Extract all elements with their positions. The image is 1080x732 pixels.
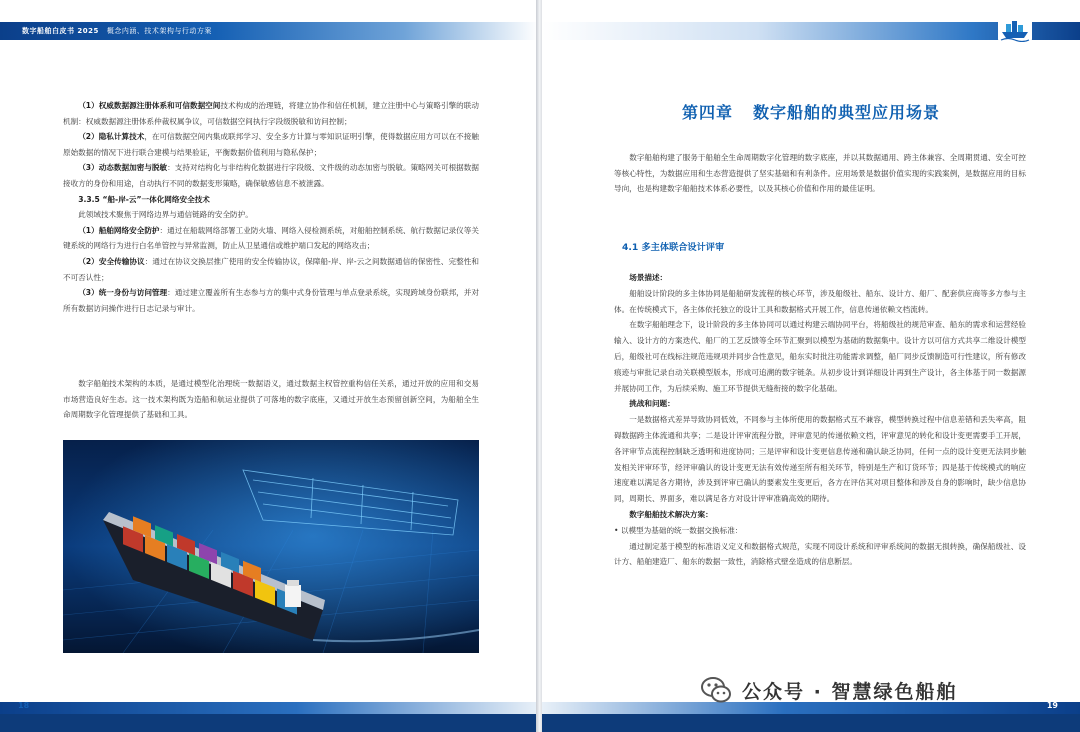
item-text: ：支持对结构化与非结构化数据进行字段级、文件级的动态加密与脱敏。策略网关可根据数据接收方的身份和用途，自动执行不同的数据变形策略，确保敏感信息不被泄露。	[63, 163, 479, 188]
chapter-title	[542, 100, 1080, 123]
watermark-text: 公众号 · 智慧绿色船舶	[742, 680, 958, 703]
scene-heading: 场景描述：	[629, 273, 668, 282]
book-title: 数字船舶白皮书 2025	[22, 27, 99, 35]
solution-bullet: • 以模型为基础的统一数据交换标准：	[614, 525, 743, 535]
chapter-intro-block	[614, 150, 1026, 197]
list-item	[63, 223, 479, 254]
item-label: （2）安全传输协议	[78, 256, 145, 266]
header-band	[0, 22, 538, 40]
summary-paragraph: 数字船舶技术架构的本质，是通过模型化治理统一数据语义，通过数据主权管控重构信任关系，通过开放的应用和交易市场营造良好生态。这一技术架构既为造船和航运业提供了可落地的数字底座，又通过开放生态预留创新空间，为船舶全生命周期数字化管理提供了基础和工具。	[63, 379, 479, 420]
scene-paragraph-2: 在数字船舶理念下，设计阶段的多主体协同可以通过构建云端协同平台，将船级社的规范审查、船东的需求和运营经验输入、设计方的方案迭代、船厂的工艺反馈等全环节汇聚到以模型为基础的数据集中。设计方以可信方式共享二维设计模型后，船级社可在线标注规范违规项并同步合性意见，船东实时批注功能需求调整，船厂同步反馈制造可行性建议，所有修改痕迹与审批记录自动关联模型版本，形成可追溯的数字链条。从初步设计到详细设计再到生产设计，各主体基于同一数据源并展协同工作，为后续采购、施工环节提供无缝衔接的数字化基础。	[614, 320, 1026, 393]
bottom-strip-right	[542, 714, 1080, 732]
item-label: （3）统一身份与访问管理	[78, 288, 168, 298]
wechat-icon	[700, 674, 732, 706]
left-text-block	[63, 98, 479, 316]
footer-band	[0, 702, 538, 714]
list-item	[63, 129, 479, 160]
summary-block	[63, 376, 479, 423]
scene-paragraph-1: 船舶设计阶段的多主体协同是船舶研发流程的核心环节，涉及船级社、船东、设计方、船厂、配套供应商等多方参与主体。在传统模式下，各主体依托独立的设计工具和数据格式开展工作，信息传递依赖文档流转。	[614, 288, 1026, 314]
ship-logo-icon	[998, 14, 1032, 42]
section-subtitle: 概念内涵、技术架构与行动方案	[106, 27, 212, 35]
challenge-heading: 挑战和问题：	[629, 399, 675, 409]
chapter-name: 数字船舶的典型应用场景	[753, 103, 941, 122]
item-label: （3）动态数据加密与脱敏	[78, 163, 168, 173]
page-number-left: 18	[18, 701, 30, 710]
watermark	[700, 670, 957, 710]
left-page	[0, 0, 538, 732]
item-label: （2）隐私计算技术	[78, 132, 145, 142]
item-text: 技术构成的治理链，将建立协作和信任机制，建立注册中心与策略引擎的联动机制：权威数据源注册体系仲裁权属争议，可信数据空间执行字段级脱敏和访问控制；	[63, 101, 479, 126]
chapter-intro: 数字船舶构建了服务于船舶全生命周期数字化管理的数字底座，并以其数据通用、跨主体兼容、全周期贯通、安全可控等核心特性，为数据应用和生态营造提供了坚实基础和有利条件。应用场景是数据价值实现的实践案例，是数据应用的目标导向，也是构建数字船舶技术体系必要性，以及其核心价值和作用的最佳证明。	[614, 153, 1026, 194]
subsection-intro: 此领域技术聚焦于网络边界与通信链路的安全防护。	[78, 210, 253, 220]
chapter-label: 第四章	[681, 103, 733, 122]
solution-heading: 数字船舶技术解决方案：	[629, 509, 713, 519]
container-ship-image	[63, 440, 479, 653]
list-item	[63, 254, 479, 285]
challenge-paragraph: 一是数据格式差异导致协同低效，不同参与主体所使用的数据格式互不兼容，模型转换过程中信息差错和丢失率高，阻碍数据跨主体流通和共享；二是设计评审流程分散，评审意见的传递依赖文档，评审意见的转化和设计变更需要手工开展，各评审节点流程控制缺乏透明和进度协同；三是评审和设计变更信息传递和确认缺乏协同，任何一点的设计变更无法同步触发相关评审环节，经评审确认的设计变更无法有效传递至所有相关环节，特别是生产和订货环节；四是基于传统模式的响应速度难以满足各方期待，涉及到评审已确认的要素发生变更后，各方在评估其对项目整体和涉及自身的影响时，缺少信息协同，周期长、界面多，难以满足各方对设计评审准确高效的期待。	[614, 415, 1026, 504]
right-page	[542, 0, 1080, 732]
item-text: ：通过建立覆盖所有生态参与方的集中式身份管理与单点登录系统，实现跨域身份联邦，并对所有数据访问操作进行日志记录与审计。	[63, 288, 479, 313]
right-body-block	[614, 270, 1026, 570]
item-text: ，在可信数据空间内集成联邦学习、安全多方计算与零知识证明引擎，使得数据应用方可以在不接触原始数据的情况下进行联合建模与结果验证，平衡数据价值利用与隐私保护；	[63, 132, 479, 157]
item-text: ：通过在船载网络部署工业防火墙、网络入侵检测系统，对船舶控制系统、航行数据记录仪等关键系统的网络行为进行白名单管控与异常监测，防止从卫星通信或维护端口发起的网络攻击；	[63, 225, 479, 251]
solution-paragraph: 通过制定基于模型的标准语义定义和数据格式规范，实现不同设计系统和评审系统间的数据无损转换，确保船级社、设计方、船舶建造厂、船东的数据一致性，消除格式壁垒造成的信息断层。	[614, 541, 1026, 567]
section-title: 4.1 多主体联合设计评审	[622, 242, 725, 253]
item-label: （1）船舶网络安全防护	[78, 225, 160, 235]
list-item	[63, 160, 479, 191]
list-item	[63, 285, 479, 316]
item-text: ：通过在协议交换层推广使用的安全传输协议，保障船-岸、岸-云之间数据通信的保密性、完整性和不可否认性；	[63, 256, 479, 282]
list-item	[63, 98, 479, 129]
page-number-right: 19	[1046, 701, 1058, 710]
bottom-strip	[0, 714, 538, 732]
item-label: （1）权威数据源注册体系和可信数据空间	[78, 101, 221, 110]
subsection-heading: 3.3.5 “船-岸-云”一体化网络安全技术	[78, 194, 210, 204]
